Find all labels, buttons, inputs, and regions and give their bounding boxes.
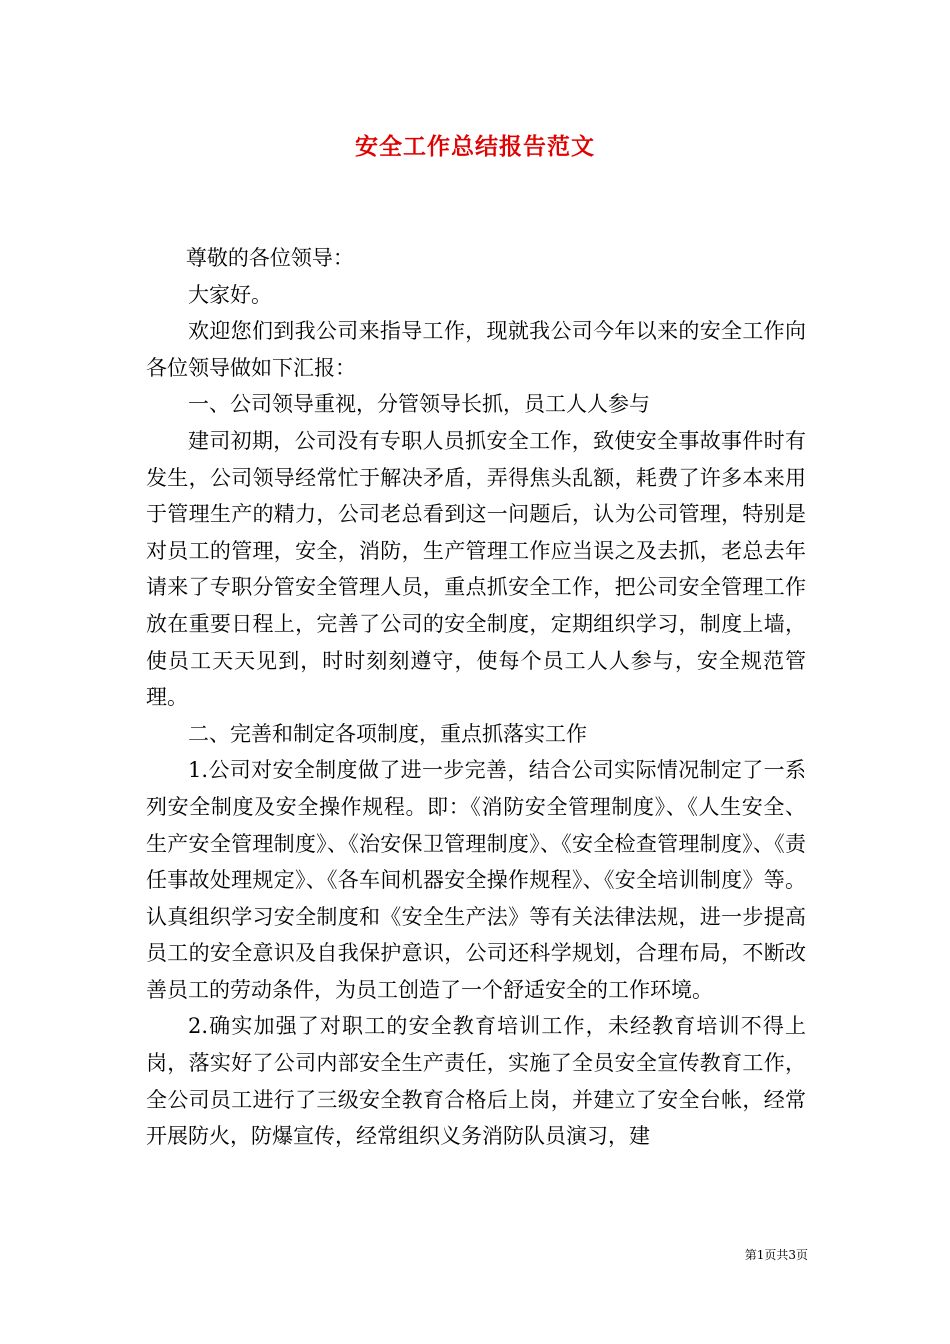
section-1-paragraph: 建司初期，公司没有专职人员抓安全工作，致使安全事故事件时有发生，公司领导经常忙于解决矛盾，弄得焦头乱额，耗费了许多本来用于管理生产的精力，公司老总看到这一问题后，认为公司管理，特别是对员工的管理，安全，消防，生产管理工作应当误之及去抓，老总去年请来了专职分管安全管理人员，重点抓安全工作，把公司安全管理工作放在重要日程上，完善了公司的安全制度，定期组织学习，制度上墙，使员工天天见到，时时刻刻遵守，使每个员工人人参与，安全规范管理。	[146, 428, 806, 710]
section-heading-2: 二、完善和制定各项制度，重点抓落实工作	[188, 721, 587, 746]
section-2-item-1: 1.公司对安全制度做了进一步完善，结合公司实际情况制定了一系列安全制度及安全操作规程。即：《消防安全管理制度》、《人生安全、生产安全管理制度》、《治安保卫管理制度》、《安全检查管理制度》、《责任事故处理规定》、《各车间机器安全操作规程》、《安全培训制度》等。认真组织学习安全制度和《安全生产法》等有关法律法规，进一步提高员工的安全意识及自我保护意识，公司还科学规划，合理布局，不断改善员工的劳动条件，为员工创造了一个舒适安全的工作环境。	[146, 758, 806, 1002]
document-title: 安全工作总结报告范文	[355, 133, 595, 160]
section-heading-1: 一、公司领导重视，分管领导长抓，员工人人参与	[188, 392, 650, 417]
greeting: 大家好。	[188, 282, 272, 307]
intro-paragraph: 欢迎您们到我公司来指导工作，现就我公司今年以来的安全工作向各位领导做如下汇报：	[146, 319, 806, 380]
section-2-item-2: 2.确实加强了对职工的安全教育培训工作，未经教育培训不得上岗，落实好了公司内部安全生产责任，实施了全员安全宣传教育工作，全公司员工进行了三级安全教育合格后上岗，并建立了安全台帐，经常开展防火，防爆宣传，经常组织义务消防队员演习，建	[146, 1014, 806, 1149]
page-number: 第1页共3页	[744, 1248, 808, 1262]
salutation: 尊敬的各位领导：	[185, 246, 354, 270]
document-body	[146, 240, 806, 1155]
